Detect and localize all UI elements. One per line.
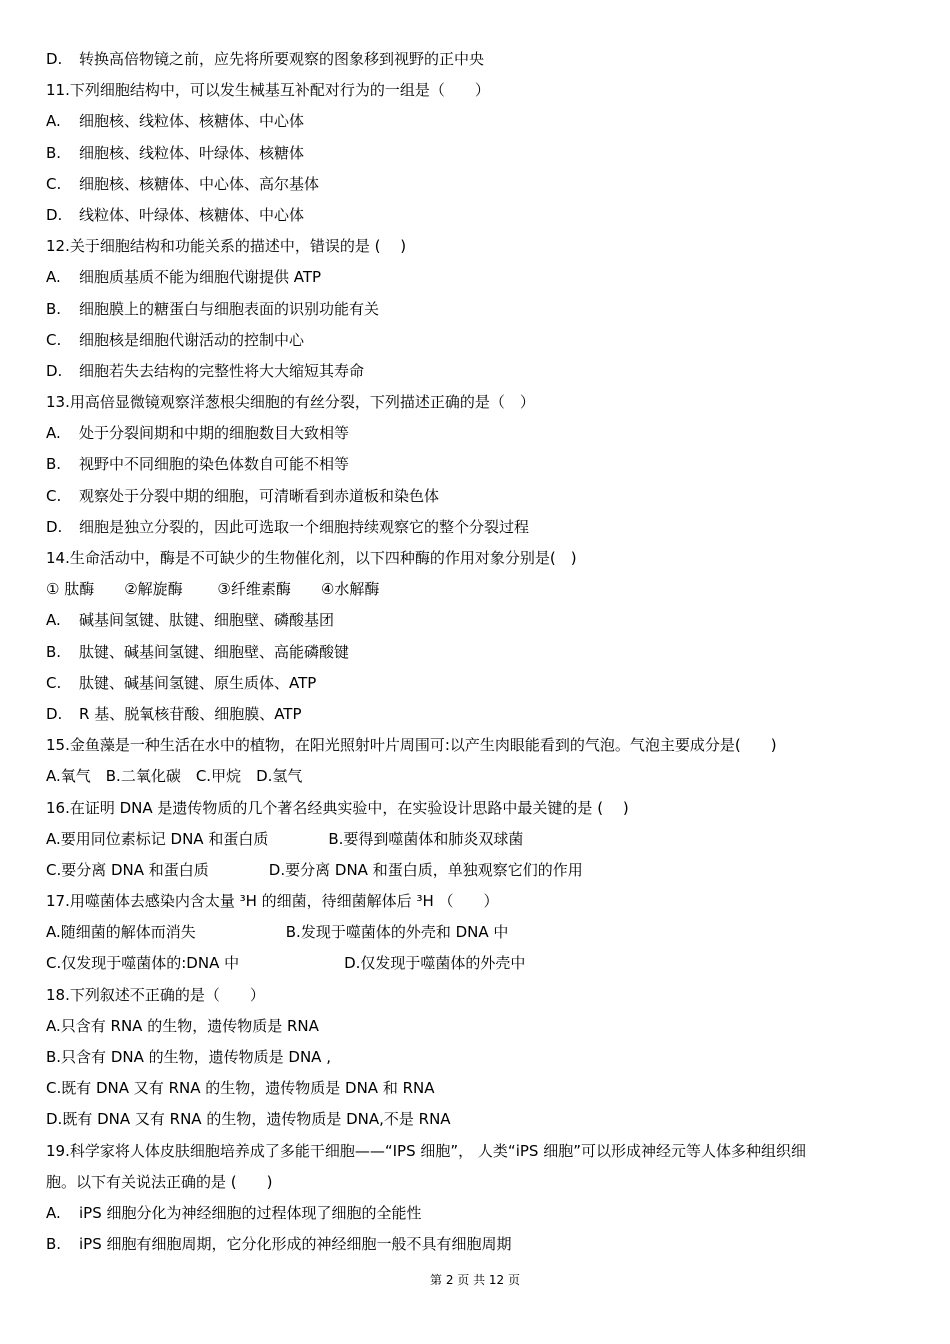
question-stem — [46, 75, 908, 106]
line-text: A.只含有 RNA 的生物，遗传物质是 RNA — [46, 1016, 319, 1035]
text-line — [46, 605, 908, 636]
line-text: 细胞核、线粒体、叶绿体、核糖体 — [79, 143, 305, 162]
question-stem — [46, 543, 908, 574]
text-line — [46, 200, 908, 231]
option-letter: C. — [46, 330, 62, 349]
text-line — [46, 294, 908, 325]
option-letter: D. — [46, 205, 63, 224]
line-text: 处于分裂间期和中期的细胞数目大致相等 — [79, 424, 350, 443]
question-stem — [46, 886, 908, 917]
question-lines — [46, 44, 908, 1260]
line-text: 肽键、碱基间氢键、细胞壁、高能磷酸键 — [79, 642, 350, 661]
page-footer: 第 2 页 共 12 页 — [430, 1273, 520, 1287]
option-letter: B. — [46, 1235, 62, 1254]
option-letter: A. — [46, 112, 61, 131]
text-line — [46, 1073, 908, 1104]
line-text: 细胞质基质不能为细胞代谢提供 ATP — [79, 268, 322, 287]
line-text: 16.在证明 DNA 是遗传物质的几个著名经典实验中，在实验设计思路中最关键的是 ( ) — [46, 798, 629, 817]
option-letter: C. — [46, 174, 62, 193]
text-line — [46, 699, 908, 730]
line-text: 细胞膜上的糖蛋白与细胞表面的识别功能有关 — [79, 299, 380, 318]
line-text: 碱基间氢键、肽键、细胞壁、磷酸基团 — [79, 611, 335, 630]
line-text: ① 肽酶 ②解旋酶 ③纤维素酶 ④水解酶 — [46, 580, 380, 599]
option-letter: A. — [46, 611, 61, 630]
line-text: A.随细菌的解体而消失 B.发现于噬菌体的外壳和 DNA 中 — [46, 923, 509, 942]
text-line — [46, 512, 908, 543]
text-line — [46, 761, 908, 792]
question-stem — [46, 793, 908, 824]
text-line — [46, 1042, 908, 1073]
question-stem — [46, 980, 908, 1011]
text-line — [46, 481, 908, 512]
line-text: C.要分离 DNA 和蛋白质 D.要分离 DNA 和蛋白质，单独观察它们的作用 — [46, 860, 583, 879]
option-letter: D. — [46, 50, 63, 68]
line-text: 11.下列细胞结构中，可以发生械基互补配对行为的一组是（ ） — [46, 81, 490, 100]
line-text: 14.生命活动中，酶是不可缺少的生物催化剂，以下四种酶的作用对象分别是( ) — [46, 549, 577, 567]
text-line — [46, 418, 908, 449]
option-letter: D. — [46, 361, 63, 380]
option-letter: A. — [46, 1203, 61, 1222]
line-text: 细胞核、核糖体、中心体、高尔基体 — [79, 174, 320, 193]
option-letter: B. — [46, 299, 62, 318]
text-line — [46, 169, 908, 200]
text-line — [46, 106, 908, 137]
text-line — [46, 449, 908, 480]
text-line — [46, 1011, 908, 1042]
line-text: iPS 细胞有细胞周期，它分化形成的神经细胞一般不具有细胞周期 — [79, 1235, 512, 1254]
text-line — [46, 1229, 908, 1260]
text-line — [46, 138, 908, 169]
line-text: 18.下列叙述不正确的是（ ） — [46, 985, 265, 1004]
text-line — [46, 44, 908, 75]
option-letter: B. — [46, 455, 62, 474]
option-letter: D. — [46, 517, 63, 536]
line-text: 19.科学家将人体皮肤细胞培养成了多能干细胞——“IPS 细胞”， 人类“iPS 细胞”可以形成神经元等人体多种组织细 — [46, 1141, 806, 1160]
text-line — [46, 855, 908, 886]
line-text: B.只含有 DNA 的生物，遗传物质是 DNA , — [46, 1048, 331, 1066]
line-text: 肽键、碱基间氢键、原生质体、ATP — [79, 673, 317, 692]
line-text: 13.用高倍显微镜观察洋葱根尖细胞的有丝分裂，下列描述正确的是（ ） — [46, 393, 535, 412]
line-text: 12.关于细胞结构和功能关系的描述中，错误的是 ( ) — [46, 237, 407, 256]
line-text: 细胞核、线粒体、核糖体、中心体 — [79, 112, 305, 131]
question-stem — [46, 730, 908, 761]
line-text: 视野中不同细胞的染色体数自可能不相等 — [79, 455, 350, 474]
line-text: 细胞核是细胞代谢活动的控制中心 — [79, 330, 305, 349]
text-line — [46, 262, 908, 293]
question-stem — [46, 387, 908, 418]
question-stem — [46, 1136, 908, 1167]
option-letter: C. — [46, 673, 62, 692]
text-line — [46, 574, 908, 605]
text-line — [46, 948, 908, 979]
question-stem — [46, 231, 908, 262]
text-line — [46, 1167, 908, 1198]
option-letter: B. — [46, 642, 62, 661]
line-text: C.仅发现于噬菌体的:DNA 中 D.仅发现于噬菌体的外壳中 — [46, 954, 526, 973]
option-letter: B. — [46, 143, 62, 162]
line-text: 15.金鱼藻是一种生活在水中的植物，在阳光照射叶片周围可:以产生肉眼能看到的气泡。气泡主要成分是( ) — [46, 736, 777, 755]
line-text: 线粒体、叶绿体、核糖体、中心体 — [79, 205, 305, 224]
line-text: D.既有 DNA 又有 RNA 的生物，遗传物质是 DNA,不是 RNA — [46, 1110, 451, 1129]
text-line — [46, 668, 908, 699]
text-line — [46, 824, 908, 855]
line-text: A.要用同位素标记 DNA 和蛋白质 B.要得到噬菌体和肺炎双球菌 — [46, 829, 524, 848]
line-text: 17.用噬菌体去感染内含太量 ³H 的细菌，待细菌解体后 ³H （ ） — [46, 892, 499, 911]
option-letter: A. — [46, 268, 61, 287]
text-line — [46, 637, 908, 668]
line-text: 转换高倍物镜之前，应先将所要观察的图象移到视野的正中央 — [79, 50, 485, 68]
text-line — [46, 1104, 908, 1135]
line-text: iPS 细胞分化为神经细胞的过程体现了细胞的全能性 — [79, 1203, 422, 1222]
text-line — [46, 325, 908, 356]
line-text: C.既有 DNA 又有 RNA 的生物，遗传物质是 DNA 和 RNA — [46, 1079, 435, 1098]
option-letter: D. — [46, 704, 63, 723]
line-text: R 基、脱氧核苷酸、细胞膜、ATP — [79, 704, 302, 723]
line-text: 观察处于分裂中期的细胞，可清晰看到赤道板和染色体 — [79, 486, 440, 505]
line-text: 细胞若失去结构的完整性将大大缩短其寿命 — [79, 361, 365, 380]
line-text: 细胞是独立分裂的，因此可选取一个细胞持续观察它的整个分裂过程 — [79, 517, 530, 536]
line-text: A.氧气 B.二氧化碳 C.甲烷 D.氢气 — [46, 767, 303, 786]
text-line — [46, 917, 908, 948]
line-text: 胞。以下有关说法正确的是 ( ) — [46, 1172, 273, 1191]
text-line — [46, 1198, 908, 1229]
text-line — [46, 356, 908, 387]
option-letter: A. — [46, 424, 61, 443]
option-letter: C. — [46, 486, 62, 505]
